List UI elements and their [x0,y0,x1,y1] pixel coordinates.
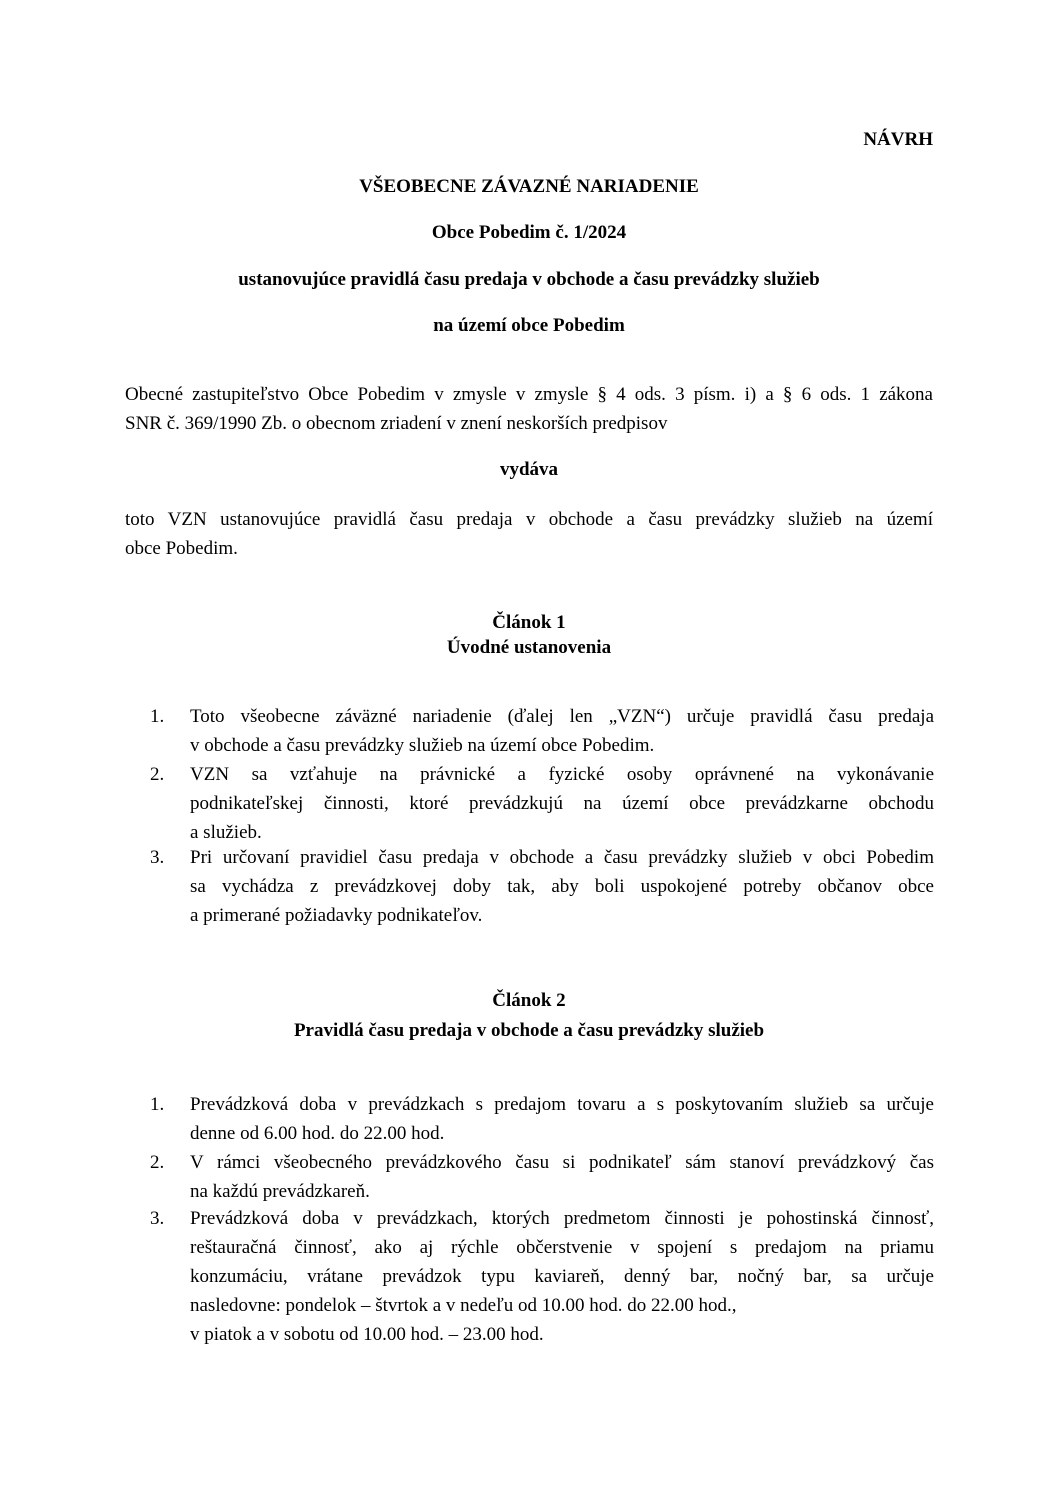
statement-line: obce Pobedim. [125,538,238,559]
list-line: podnikateľskej činnosti, ktoré prevádzkujú na území obce prevádzkarne obchodu [190,793,934,814]
list-line: a služieb. [190,822,262,843]
list-line: v piatok a v sobotu od 10.00 hod. – 23.00 hod. [190,1324,544,1345]
statement-line: toto VZN ustanovujúce pravidlá času predaja v obchode a času prevádzky služieb na území [125,509,933,530]
preamble-line: SNR č. 369/1990 Zb. o obecnom zriadení v znení neskorších predpisov [125,413,668,434]
list-line: nasledovne: pondelok – štvrtok a v nedeľu od 10.00 hod. do 22.00 hod., [190,1295,737,1316]
document-subtitle: Obce Pobedim č. 1/2024 [431,222,627,243]
list-line: VZN sa vzťahuje na právnické a fyzické osoby oprávnené na vykonávanie [190,764,934,785]
list-line: V rámci všeobecného prevádzkového času si podnikateľ sám stanoví prevádzkový čas [190,1152,934,1173]
statement [125,505,933,563]
list-line: a primerané požiadavky podnikateľov. [190,905,483,926]
list-line: v obchode a času prevádzky služieb na území obce Pobedim. [190,735,655,756]
list-line: sa vychádza z prevádzkovej doby tak, aby boli uspokojené potreby občanov obce [190,876,934,897]
list-number: 1. [150,706,165,727]
article-heading: Pravidlá času predaja v obchode a času prevádzky služieb [293,1020,765,1041]
issues-label: vydáva [499,459,559,480]
draft-label: NÁVRH [863,129,933,150]
list-number: 3. [150,1208,165,1229]
list-line: denne od 6.00 hod. do 22.00 hod. [190,1123,445,1144]
list-line: Pri určovaní pravidiel času predaja v obchode a času prevádzky služieb v obci Pobedim [190,847,934,868]
list-line: Prevádzková doba v prevádzkach s predajom tovaru a s poskytovaním služieb sa určuje [190,1094,934,1115]
list-number: 2. [150,764,165,785]
list-line: Prevádzková doba v prevádzkach, ktorých predmetom činnosti je pohostinská činnosť, [190,1208,934,1229]
list-line: na každú prevádzkareň. [190,1181,370,1202]
preamble-line: Obecné zastupiteľstvo Obce Pobedim v zmysle v zmysle § 4 ods. 3 písm. i) a § 6 ods. 1 zákona [125,384,933,405]
preamble [125,380,933,438]
article-number: Článok 1 [492,612,566,633]
list-number: 3. [150,847,165,868]
list-number: 1. [150,1094,165,1115]
document-subject-line1: ustanovujúce pravidlá času predaja v obchode a času prevádzky služieb [238,269,820,290]
document-subject-line2: na území obce Pobedim [433,315,625,336]
article-heading: Úvodné ustanovenia [446,637,612,658]
document-title: VŠEOBECNE ZÁVAZNÉ NARIADENIE [359,176,699,197]
list-line: reštauračná činnosť, ako aj rýchle občerstvenie v spojení s predajom na priamu [190,1237,934,1258]
article-number: Článok 2 [492,990,566,1011]
list-number: 2. [150,1152,165,1173]
list-line: Toto všeobecne záväzné nariadenie (ďalej len „VZN“) určuje pravidlá času predaja [190,706,934,727]
list-line: konzumáciu, vrátane prevádzok typu kaviareň, denný bar, nočný bar, sa určuje [190,1266,934,1287]
